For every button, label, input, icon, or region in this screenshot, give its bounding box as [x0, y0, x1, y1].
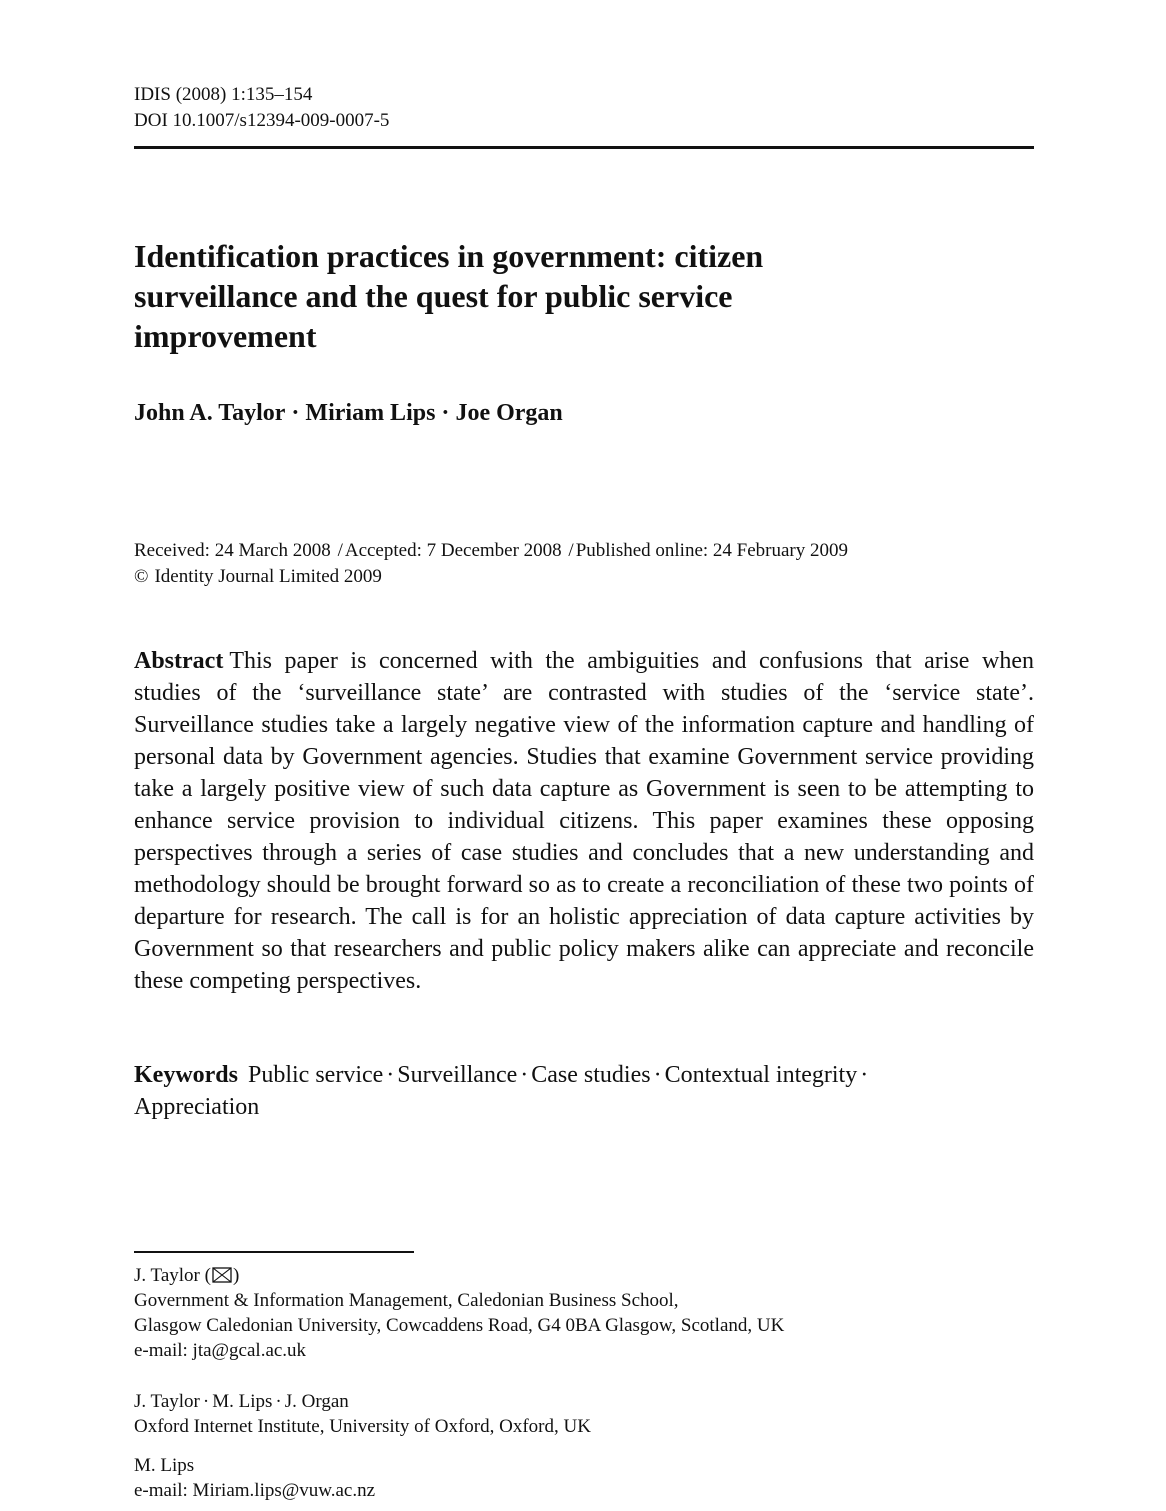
keyword: Contextual integrity	[664, 1062, 858, 1088]
affiliation-name: M. Lips	[212, 1391, 273, 1412]
copyright-line	[134, 564, 848, 590]
author-separator: ·	[441, 400, 450, 426]
keyword-separator: ·	[860, 1062, 869, 1088]
keyword: Case studies	[531, 1062, 651, 1088]
author-name: Miriam Lips	[305, 400, 436, 426]
accepted-date: Accepted: 7 December 2008	[344, 540, 562, 561]
keywords-label: Keywords	[134, 1062, 238, 1088]
keyword-separator: ·	[386, 1062, 395, 1088]
corresponding-author	[134, 1263, 784, 1288]
copyright-holder: Identity Journal Limited 2009	[154, 566, 382, 587]
author-separator: ·	[291, 400, 300, 426]
author-name: John A. Taylor	[134, 400, 286, 426]
received-date: Received: 24 March 2008	[134, 540, 331, 561]
footnote-rule	[134, 1251, 414, 1253]
abstract-text: This paper is concerned with the ambiguities and confusions that arise when studies of the ‘surveillance state’ are contrasted with studies of the ‘service state’. Surveillance studies take a largely negative view of the information capture and handling of personal data by Government agencies. Studies that examine Government service providing take a largely positive view of such data capture as Government is seen to be attempting to enhance service provision to individual citizens. This paper examines these opposing perspectives through a series of case studies and concludes that a new understanding and methodology should be brought forward so as to create a reconciliation of these two points of departure for research. The call is for an holistic appreciation of data capture activities by Government so that researchers and public policy makers alike can appreciate and reconcile these competing perspectives.	[134, 648, 1034, 994]
keyword-separator: ·	[653, 1062, 662, 1088]
keyword: Public service	[248, 1062, 384, 1088]
name-separator: ·	[275, 1391, 282, 1412]
keywords	[134, 1059, 1034, 1123]
affiliation-block	[134, 1453, 375, 1503]
affiliation-name: J. Taylor (	[134, 1265, 211, 1286]
envelope-icon	[212, 1267, 232, 1283]
affiliation-line: Oxford Internet Institute, University of Oxford, Oxford, UK	[134, 1416, 591, 1437]
keyword-separator: ·	[520, 1062, 529, 1088]
affiliation-block	[134, 1389, 591, 1439]
affiliation-name: J. Taylor	[134, 1391, 200, 1412]
abstract	[134, 645, 1034, 997]
history-separator: /	[337, 540, 343, 561]
journal-doi[interactable]: DOI 10.1007/s12394-009-0007-5	[134, 110, 390, 131]
affiliation-name: J. Organ	[284, 1391, 349, 1412]
affiliation-name: M. Lips	[134, 1455, 195, 1476]
abstract-label: Abstract	[134, 648, 224, 674]
history-separator: /	[568, 540, 574, 561]
affiliation-block	[134, 1263, 784, 1363]
copyright-icon: ©	[134, 566, 149, 587]
affiliation-name-end: )	[232, 1265, 240, 1286]
keyword: Appreciation	[134, 1094, 260, 1120]
article-title: Identification practices in government: citizen surveillance and the quest for public service improvement	[134, 238, 764, 354]
publication-history	[134, 538, 848, 590]
published-date: Published online: 24 February 2009	[575, 540, 849, 561]
journal-citation: IDIS (2008) 1:135–154	[134, 84, 313, 105]
author-list	[134, 398, 563, 428]
affiliation-line: Glasgow Caledonian University, Cowcaddens Road, G4 0BA Glasgow, Scotland, UK	[134, 1315, 785, 1336]
affiliation-line: Government & Information Management, Caledonian Business School,	[134, 1290, 679, 1311]
keyword: Surveillance	[397, 1062, 518, 1088]
affiliation-email[interactable]: e-mail: Miriam.lips@vuw.ac.nz	[134, 1480, 376, 1501]
header-rule	[134, 146, 1034, 149]
affiliation-names	[134, 1389, 591, 1414]
author-name: Joe Organ	[455, 400, 563, 426]
name-separator: ·	[202, 1391, 210, 1412]
affiliation-email[interactable]: e-mail: jta@gcal.ac.uk	[134, 1340, 307, 1361]
journal-header	[134, 82, 389, 134]
